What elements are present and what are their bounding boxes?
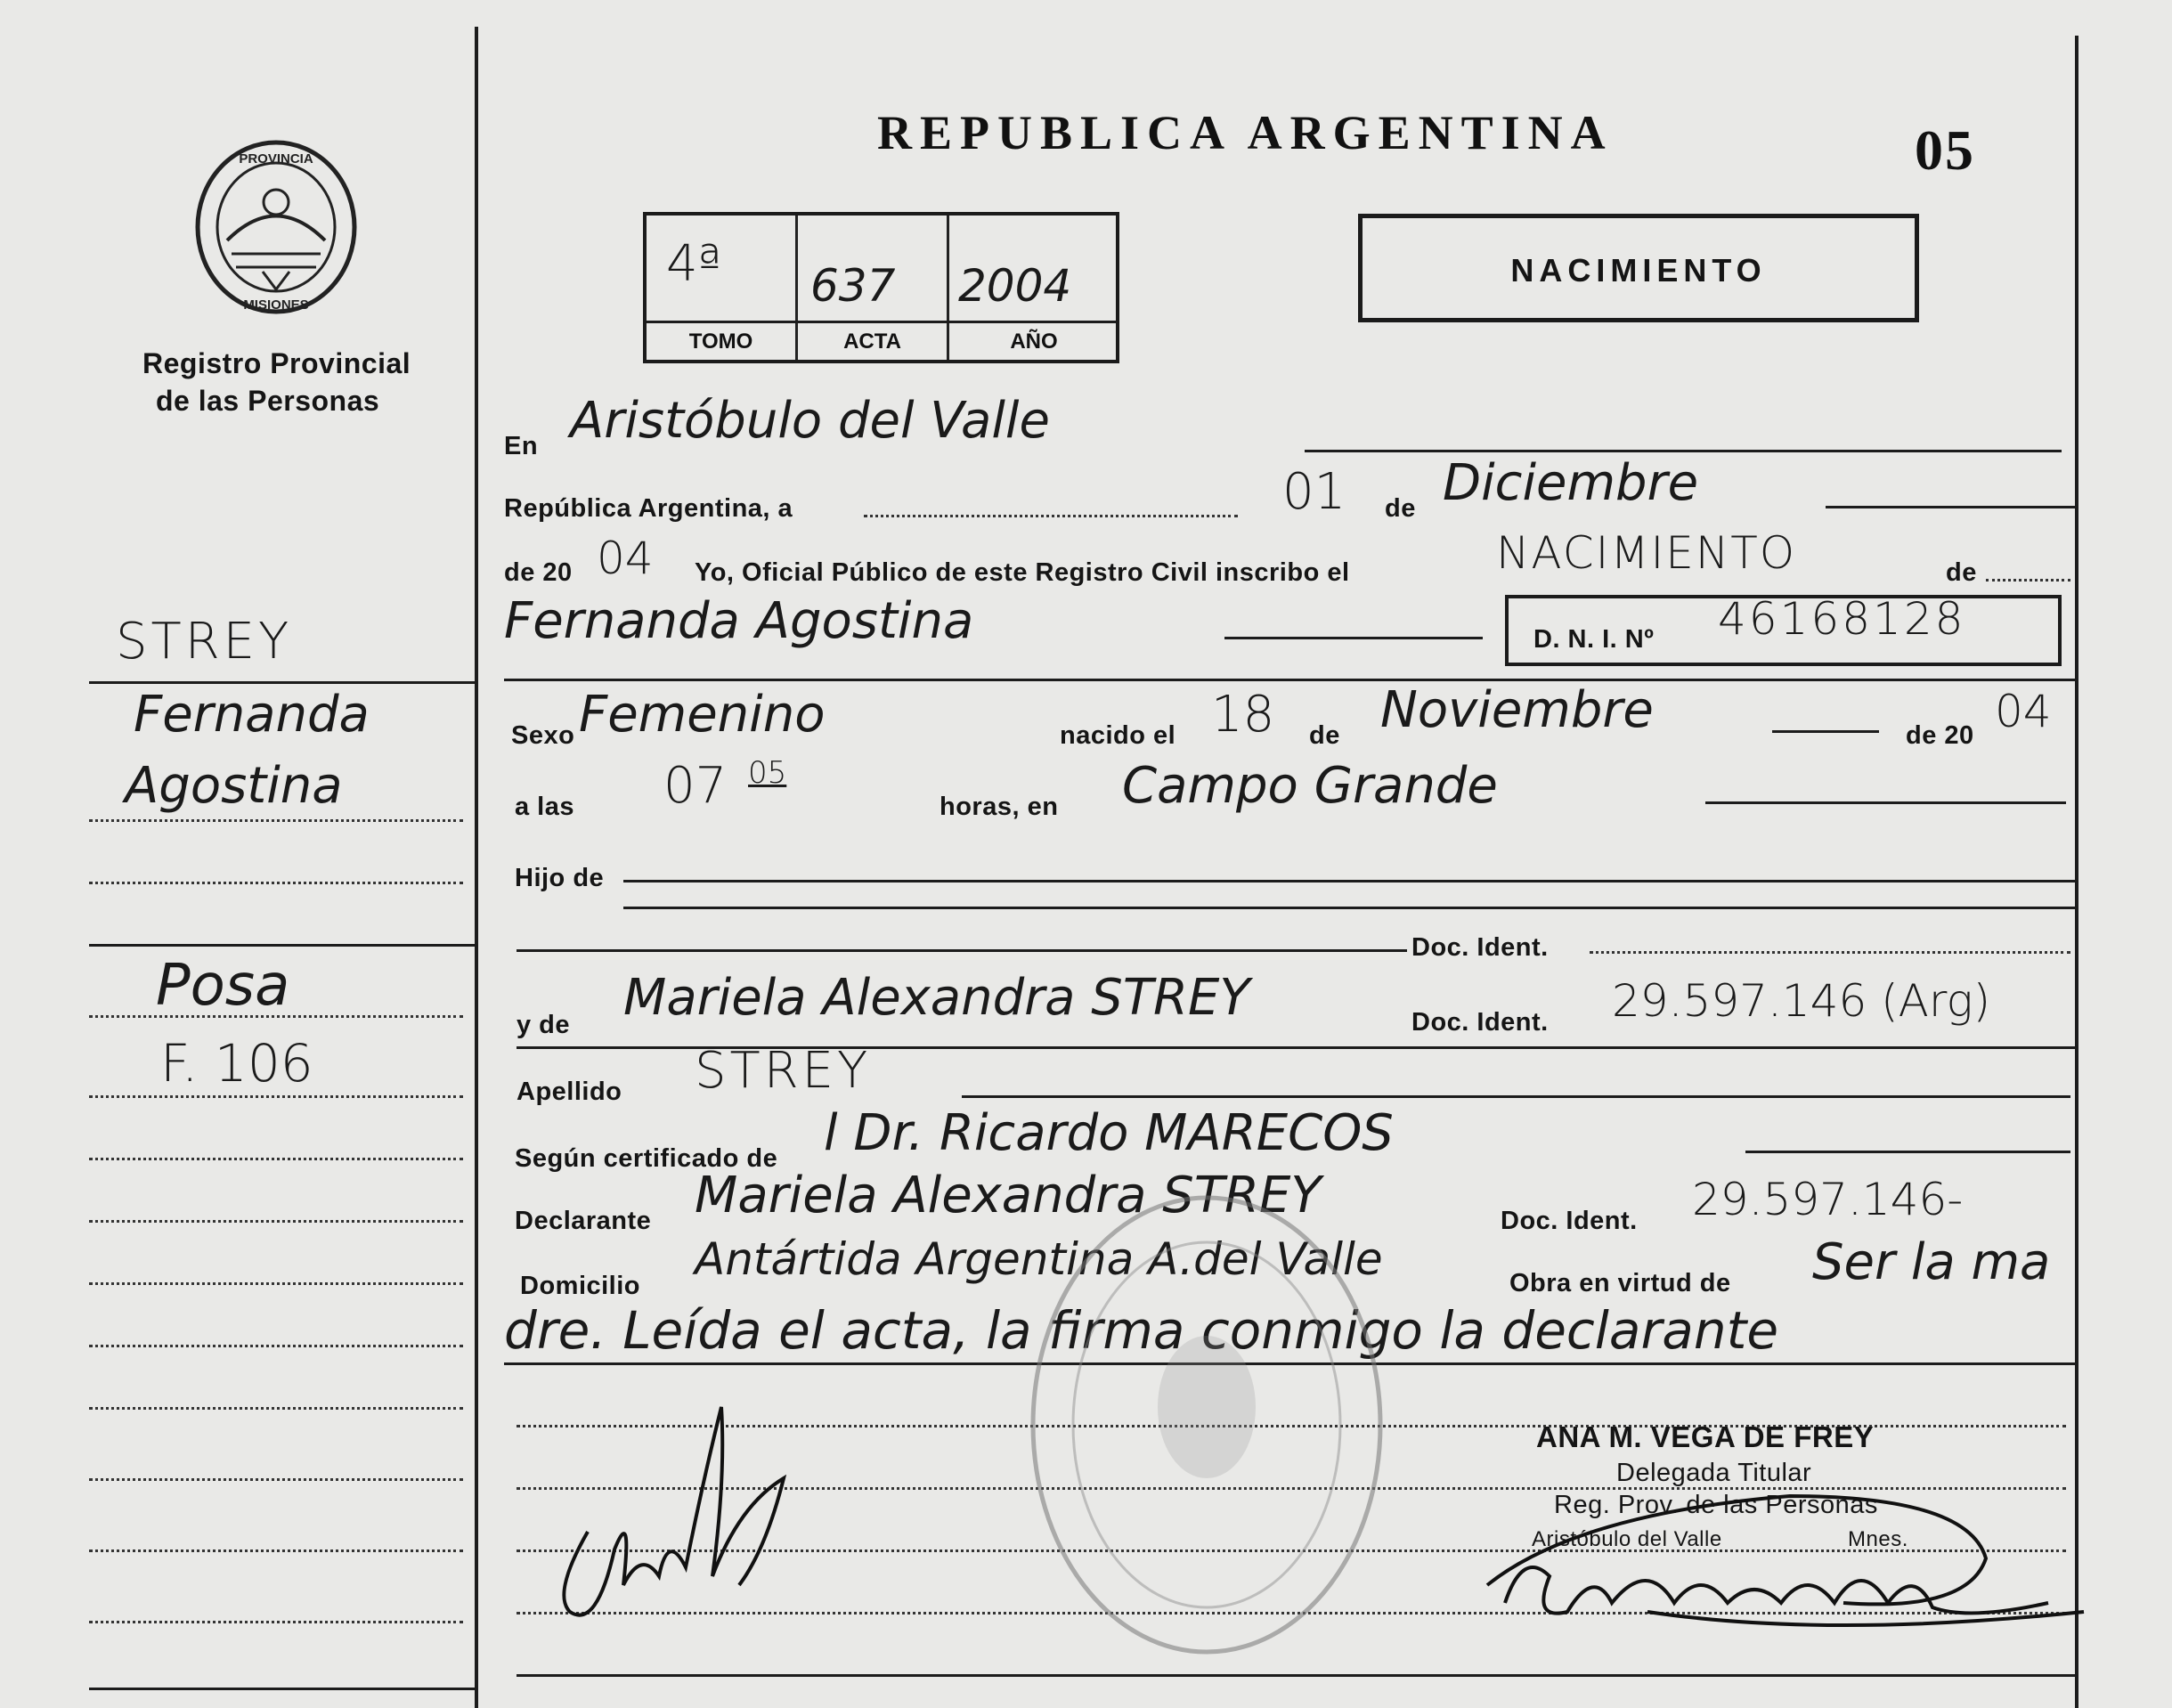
domicilio-value: Antártida Argentina A.del Valle <box>695 1233 1383 1285</box>
republica-label: República Argentina, a <box>504 494 793 523</box>
father-doc-label: Doc. Ident. <box>1411 933 1549 962</box>
certificado-label: Según certificado de <box>515 1144 778 1173</box>
registry-month-value: Diciembre <box>1443 454 1699 512</box>
de-label: de <box>1385 494 1416 523</box>
mother-doc-value: 29.597.146 (Arg) <box>1612 975 1991 1027</box>
place-of-registry-value: Aristóbulo del Valle <box>570 392 1050 450</box>
seal-top-text: PROVINCIA <box>239 151 313 167</box>
declarante-value: Mariela Alexandra STREY <box>695 1167 1322 1224</box>
margin-dots-5 <box>89 1095 463 1098</box>
record-number-box <box>643 212 1119 363</box>
margin-separator <box>89 681 475 684</box>
year-prefix-label: de 20 <box>504 558 573 587</box>
underline-8 <box>517 949 1407 952</box>
dni-value: 46168128 <box>1718 593 1966 645</box>
official-statement-text: Yo, Oficial Público de este Registro Civil inscribo el <box>695 558 1350 587</box>
margin-surname: STREY <box>116 613 293 671</box>
nacido-label: nacido el <box>1060 721 1176 750</box>
act-type-box <box>1358 214 1919 322</box>
right-page-border <box>2075 36 2078 1708</box>
margin-dots-8 <box>89 1282 463 1285</box>
official-province: Mnes. <box>1848 1527 1908 1551</box>
margin-dots-11 <box>89 1478 463 1481</box>
margin-dots-7 <box>89 1220 463 1223</box>
province-seal-icon <box>191 138 361 316</box>
birth-year-value: 04 <box>1995 686 2052 737</box>
official-title: Delegada Titular <box>1616 1459 1812 1487</box>
underline-6 <box>1705 801 2066 804</box>
apellido-value: STREY <box>695 1042 872 1100</box>
underline-5 <box>1772 730 1879 733</box>
acta-cell <box>798 216 949 360</box>
obra-value: Ser la ma <box>1812 1233 2051 1291</box>
child-name-value: Fernanda Agostina <box>504 592 974 650</box>
horas-label: horas, en <box>940 793 1059 821</box>
anio-label: AÑO <box>1010 329 1058 354</box>
dni-box <box>1505 595 2062 666</box>
continuation-text: dre. Leída el acta, la firma conmigo la declarante <box>504 1300 1779 1361</box>
margin-dots-13 <box>89 1621 463 1623</box>
margin-dots-12 <box>89 1549 463 1552</box>
de-label-3: de <box>1309 721 1340 750</box>
mother-doc-label: Doc. Ident. <box>1411 1008 1549 1037</box>
birth-year-prefix: de 20 <box>1906 721 1974 750</box>
registry-name-line1: Registro Provincial <box>142 347 411 379</box>
birth-hour-value: 07 <box>663 757 728 815</box>
birth-minute-value: 05 <box>748 755 787 791</box>
official-location: Aristóbulo del Valle <box>1532 1527 1722 1551</box>
underline-11 <box>1745 1151 2070 1153</box>
dots-8 <box>1590 951 2070 954</box>
domicilio-label: Domicilio <box>520 1272 641 1300</box>
hijo-de-label: Hijo de <box>515 864 605 892</box>
underline-7b <box>623 907 2075 909</box>
tomo-value: 4ª <box>666 235 722 293</box>
declarante-label: Declarante <box>515 1207 652 1235</box>
margin-dots-4 <box>89 1015 463 1018</box>
registry-name-line2: de las Personas <box>156 385 380 417</box>
margin-dots-9 <box>89 1345 463 1347</box>
birth-month-value: Noviembre <box>1380 681 1654 739</box>
page-number: 05 <box>1915 118 1975 182</box>
de-label-2: de <box>1946 558 1977 587</box>
act-type-label: NACIMIENTO <box>1510 252 1767 289</box>
margin-note-1: Posa <box>156 953 290 1019</box>
official-name: ANA M. VEGA DE FREY <box>1536 1420 1875 1453</box>
registry-year-value: 04 <box>597 533 654 584</box>
dots-2a <box>864 515 1238 517</box>
apellido-label: Apellido <box>517 1078 622 1106</box>
inscribed-act-value: NACIMIENTO <box>1496 527 1797 579</box>
margin-given-name-2: Agostina <box>125 757 343 815</box>
declarante-doc-value: 29.597.146- <box>1692 1174 1964 1225</box>
seal-bottom-text: MISIONES <box>243 297 309 313</box>
dni-label: D. N. I. Nº <box>1533 625 1655 654</box>
a-las-label: a las <box>515 793 574 821</box>
mother-name-value: Mariela Alexandra STREY <box>623 969 1250 1027</box>
separator-4 <box>504 679 2075 681</box>
certificate-doctor-value: l Dr. Ricardo MARECOS <box>824 1104 1394 1162</box>
margin-line-3 <box>89 944 475 947</box>
margin-given-name-1: Fernanda <box>134 686 370 744</box>
official-signature-icon <box>1469 1478 2093 1674</box>
y-de-label: y de <box>517 1011 571 1039</box>
anio-cell <box>949 216 1119 360</box>
acta-value: 637 <box>810 260 896 312</box>
birth-day-value: 18 <box>1211 686 1275 744</box>
margin-dots-1 <box>89 819 463 822</box>
underline-2 <box>1826 506 2075 508</box>
registry-day-value: 01 <box>1282 463 1346 521</box>
margin-dots-10 <box>89 1407 463 1410</box>
tomo-label: TOMO <box>688 329 753 354</box>
country-title: REPUBLICA ARGENTINA <box>877 106 1614 159</box>
underline-1 <box>1305 450 2062 452</box>
birth-place-value: Campo Grande <box>1122 757 1498 815</box>
left-column-border <box>475 27 478 1708</box>
en-label: En <box>504 432 539 460</box>
tomo-cell <box>647 216 798 360</box>
official-stamp-icon <box>1024 1184 1398 1665</box>
underline-19 <box>517 1674 2075 1677</box>
dots-3 <box>1986 579 2070 582</box>
acta-label: ACTA <box>843 329 901 354</box>
underline-7a <box>623 880 2075 882</box>
sexo-label: Sexo <box>511 721 575 750</box>
margin-line-14 <box>89 1688 475 1690</box>
margin-dots-6 <box>89 1158 463 1160</box>
obra-label: Obra en virtud de <box>1509 1269 1731 1297</box>
box-divider <box>647 321 1116 323</box>
anio-value: 2004 <box>958 260 1072 312</box>
margin-note-2: F. 106 <box>160 1033 313 1094</box>
declarant-signature-icon <box>534 1371 819 1639</box>
declarante-doc-label: Doc. Ident. <box>1501 1207 1638 1235</box>
underline-10 <box>962 1095 2070 1098</box>
margin-dots-2 <box>89 882 463 884</box>
official-office: Reg. Prov. de las Personas <box>1554 1491 1878 1519</box>
underline-4 <box>1224 637 1483 639</box>
sexo-value: Femenino <box>579 686 826 744</box>
